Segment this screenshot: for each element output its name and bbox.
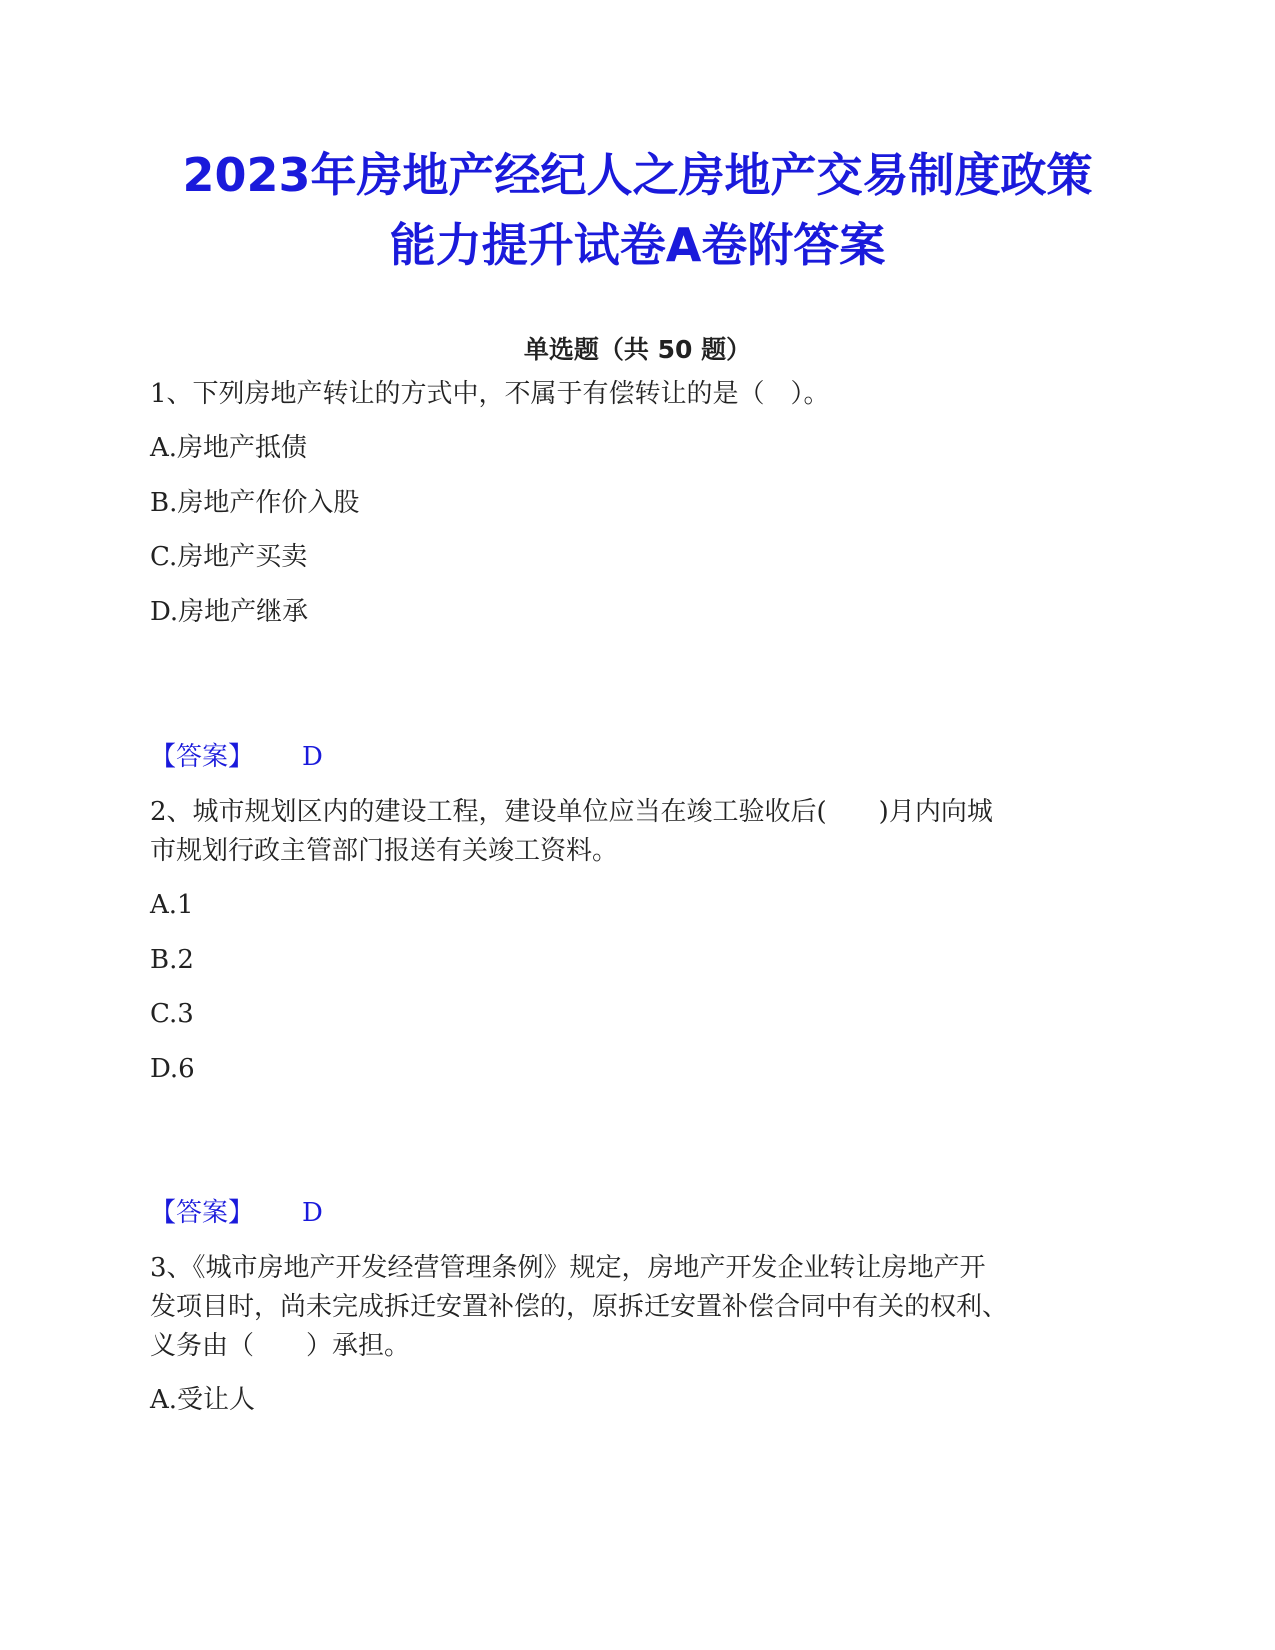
question-3-stem-line-3: 义务由（ ）承担。: [150, 1331, 411, 1361]
answer-label: 【答案】: [150, 1198, 255, 1228]
question-3-stem-line-1: 3、《城市房地产开发经营管理条例》规定，房地产开发企业转让房地产开: [150, 1253, 986, 1283]
question-2-stem-line-2: 市规划行政主管部门报送有关竣工资料。: [150, 836, 619, 866]
question-1-stem: 1、下列房地产转让的方式中，不属于有偿转让的是（ ）。: [150, 379, 830, 409]
document-title-line-2: 能力提升试卷A卷附答案: [389, 218, 886, 272]
question-2-option-d: D.6: [150, 1054, 195, 1084]
answer-label: 【答案】: [150, 742, 255, 772]
question-1-option-a: A.房地产抵债: [150, 433, 308, 463]
question-3-option-a: A.受让人: [150, 1385, 256, 1415]
question-1-answer: [150, 737, 323, 777]
question-1-option-c: C.房地产买卖: [150, 542, 308, 572]
question-3-stem-line-2: 发项目时，尚未完成拆迁安置补偿的，原拆迁安置补偿合同中有关的权利、: [150, 1292, 1009, 1322]
section-heading: 单选题（共 50 题）: [523, 335, 752, 364]
question-2-option-a: A.1: [150, 890, 194, 920]
question-2-stem-line-1: 2、城市规划区内的建设工程，建设单位应当在竣工验收后( )月内向城: [150, 797, 993, 827]
question-2-answer: [150, 1193, 323, 1233]
answer-value: D: [302, 1198, 323, 1228]
question-2-option-b: B.2: [150, 945, 194, 975]
document-title: [0, 140, 1275, 280]
question-1-option-b: B.房地产作价入股: [150, 488, 360, 518]
question-2-option-c: C.3: [150, 999, 194, 1029]
question-1-option-d: D.房地产继承: [150, 597, 309, 627]
answer-value: D: [302, 742, 323, 772]
document-title-line-1: 2023年房地产经纪人之房地产交易制度政策: [182, 148, 1093, 202]
